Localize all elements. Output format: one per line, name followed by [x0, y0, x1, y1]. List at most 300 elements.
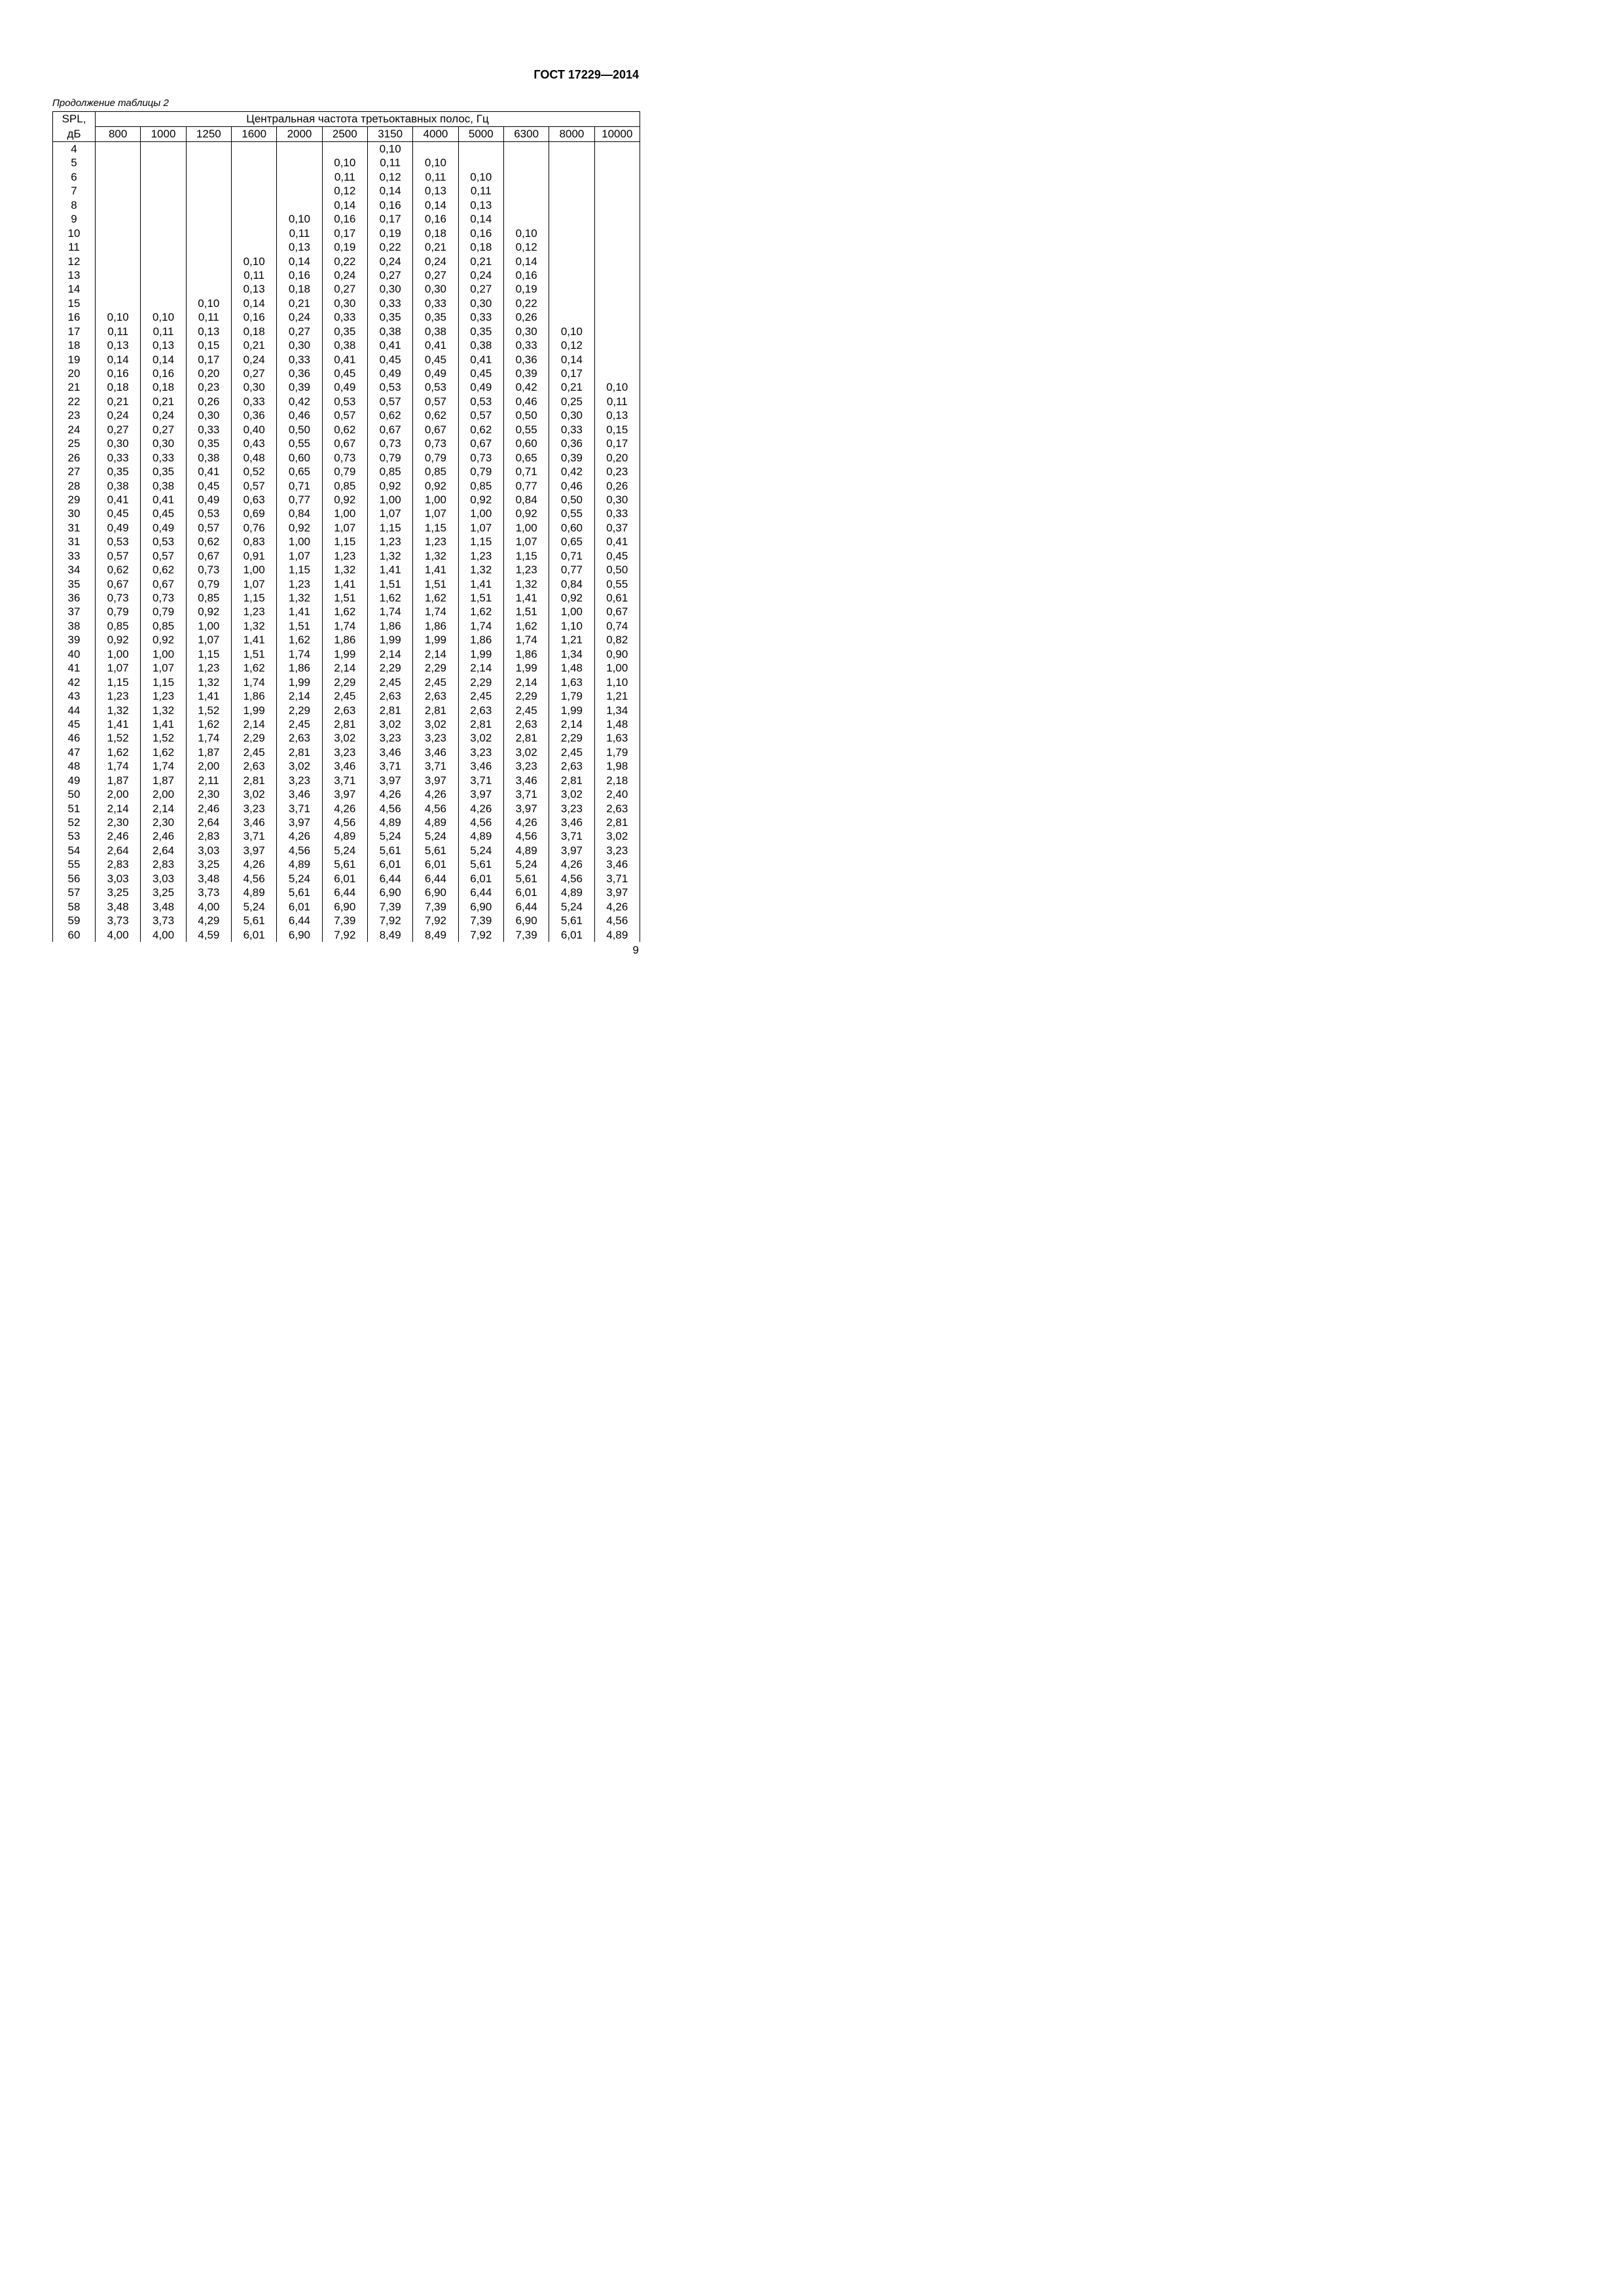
table-cell: 0,41	[322, 353, 367, 367]
table-cell: 0,85	[367, 465, 412, 478]
table-cell: 6,01	[549, 928, 594, 942]
table-cell: 2,64	[141, 844, 186, 857]
table-cell: 0,62	[141, 563, 186, 577]
spl-value: 15	[53, 296, 96, 310]
table-cell: 0,26	[186, 395, 231, 408]
table-cell: 2,64	[96, 844, 141, 857]
table-row	[53, 802, 640, 816]
table-cell: 2,18	[594, 774, 640, 787]
table-cell: 1,23	[367, 535, 412, 548]
table-cell: 4,26	[322, 802, 367, 816]
frequency-header: 6300	[503, 127, 549, 142]
table-cell: 0,57	[458, 408, 503, 422]
table-cell	[549, 156, 594, 170]
table-cell	[141, 240, 186, 254]
table-cell: 0,12	[322, 184, 367, 198]
spl-value: 16	[53, 310, 96, 324]
table-row	[53, 521, 640, 535]
spl-value: 40	[53, 647, 96, 661]
table-cell: 3,46	[413, 745, 458, 759]
table-cell: 1,10	[594, 675, 640, 689]
table-cell: 2,63	[594, 802, 640, 816]
table-cell	[594, 282, 640, 296]
table-cell: 3,03	[141, 872, 186, 886]
table-cell: 0,21	[96, 395, 141, 408]
table-cell: 0,73	[322, 451, 367, 465]
table-cell: 3,02	[322, 731, 367, 745]
table-cell: 0,45	[322, 367, 367, 380]
table-cell: 0,16	[458, 226, 503, 240]
table-cell: 0,18	[96, 380, 141, 394]
table-cell: 0,37	[594, 521, 640, 535]
table-cell: 0,16	[231, 310, 276, 324]
table-cell: 0,21	[458, 255, 503, 268]
spl-value: 12	[53, 255, 96, 268]
table-cell: 1,86	[458, 633, 503, 647]
table-cell: 6,44	[458, 886, 503, 899]
table-cell: 3,46	[367, 745, 412, 759]
table-cell	[96, 156, 141, 170]
spl-value: 60	[53, 928, 96, 942]
table-cell: 0,33	[549, 423, 594, 437]
spl-value: 57	[53, 886, 96, 899]
table-cell: 0,33	[96, 451, 141, 465]
table-cell: 1,07	[458, 521, 503, 535]
table-cell: 0,92	[549, 591, 594, 605]
table-cell	[594, 170, 640, 184]
table-cell: 0,62	[322, 423, 367, 437]
table-cell: 5,61	[231, 914, 276, 927]
table-cell: 0,77	[277, 493, 322, 507]
table-cell: 0,57	[322, 408, 367, 422]
table-cell: 2,45	[549, 745, 594, 759]
table-cell: 0,57	[96, 549, 141, 563]
table-cell: 0,50	[277, 423, 322, 437]
table-cell: 0,73	[96, 591, 141, 605]
table-cell	[549, 170, 594, 184]
table-cell: 0,41	[413, 338, 458, 352]
table-cell: 0,57	[367, 395, 412, 408]
spl-frequency-table	[52, 111, 640, 942]
table-cell: 3,48	[96, 900, 141, 914]
table-cell: 1,15	[186, 647, 231, 661]
table-cell: 6,44	[322, 886, 367, 899]
table-cell: 0,57	[186, 521, 231, 535]
table-cell: 1,86	[277, 661, 322, 675]
table-cell: 0,22	[503, 296, 549, 310]
table-cell: 0,57	[231, 479, 276, 493]
table-cell: 1,23	[186, 661, 231, 675]
table-cell: 6,44	[503, 900, 549, 914]
table-cell: 1,99	[231, 704, 276, 717]
table-cell: 2,00	[141, 787, 186, 801]
table-cell	[141, 296, 186, 310]
spl-value: 10	[53, 226, 96, 240]
table-cell: 0,84	[277, 507, 322, 520]
table-row	[53, 591, 640, 605]
table-cell: 4,26	[458, 802, 503, 816]
table-cell: 0,33	[322, 310, 367, 324]
table-cell: 0,38	[413, 325, 458, 338]
table-cell: 1,41	[277, 605, 322, 619]
table-row	[53, 619, 640, 633]
spl-value: 59	[53, 914, 96, 927]
spl-value: 21	[53, 380, 96, 394]
table-cell: 0,92	[413, 479, 458, 493]
table-cell: 2,45	[277, 717, 322, 731]
table-cell	[549, 268, 594, 282]
table-cell: 1,15	[96, 675, 141, 689]
table-cell: 3,71	[277, 802, 322, 816]
table-cell: 1,00	[549, 605, 594, 619]
table-cell: 0,42	[503, 380, 549, 394]
table-cell: 2,14	[549, 717, 594, 731]
table-cell: 1,62	[322, 605, 367, 619]
table-cell: 0,67	[96, 577, 141, 591]
table-cell: 0,46	[549, 479, 594, 493]
table-cell: 1,00	[503, 521, 549, 535]
table-cell: 0,14	[367, 184, 412, 198]
table-cell: 4,56	[549, 872, 594, 886]
table-cell	[141, 184, 186, 198]
spl-value: 22	[53, 395, 96, 408]
table-cell: 0,69	[231, 507, 276, 520]
table-cell: 1,00	[594, 661, 640, 675]
table-cell: 0,35	[141, 465, 186, 478]
table-cell: 0,27	[413, 268, 458, 282]
table-cell: 1,87	[96, 774, 141, 787]
table-cell	[141, 212, 186, 226]
table-cell: 0,85	[96, 619, 141, 633]
table-cell: 4,56	[277, 844, 322, 857]
table-cell	[231, 156, 276, 170]
table-cell: 0,79	[141, 605, 186, 619]
table-row	[53, 900, 640, 914]
table-row	[53, 675, 640, 689]
table-cell: 3,03	[96, 872, 141, 886]
table-cell: 3,71	[322, 774, 367, 787]
spl-value: 19	[53, 353, 96, 367]
table-cell	[549, 184, 594, 198]
table-cell: 0,36	[549, 437, 594, 450]
table-cell: 0,35	[367, 310, 412, 324]
table-cell: 0,79	[367, 451, 412, 465]
table-row	[53, 380, 640, 394]
table-cell: 6,01	[458, 872, 503, 886]
table-cell: 1,07	[96, 661, 141, 675]
table-cell: 0,21	[549, 380, 594, 394]
table-row	[53, 535, 640, 548]
table-row	[53, 661, 640, 675]
table-cell	[186, 240, 231, 254]
spl-value: 35	[53, 577, 96, 591]
table-cell	[549, 296, 594, 310]
table-cell: 0,45	[413, 353, 458, 367]
spl-value: 24	[53, 423, 96, 437]
spl-value: 18	[53, 338, 96, 352]
table-cell: 0,10	[96, 310, 141, 324]
table-cell: 1,62	[367, 591, 412, 605]
table-cell: 1,99	[503, 661, 549, 675]
table-cell: 3,23	[458, 745, 503, 759]
table-cell: 5,24	[413, 829, 458, 843]
table-cell: 4,00	[96, 928, 141, 942]
table-cell: 0,41	[141, 493, 186, 507]
table-cell: 3,02	[367, 717, 412, 731]
table-cell: 3,71	[413, 759, 458, 773]
spl-value: 31	[53, 521, 96, 535]
table-cell: 2,83	[186, 829, 231, 843]
table-cell: 0,30	[96, 437, 141, 450]
table-cell: 0,16	[503, 268, 549, 282]
table-cell: 1,15	[367, 521, 412, 535]
table-cell: 1,51	[367, 577, 412, 591]
table-cell: 2,63	[231, 759, 276, 773]
table-cell: 1,87	[141, 774, 186, 787]
table-row	[53, 872, 640, 886]
table-row	[53, 296, 640, 310]
table-cell	[186, 184, 231, 198]
table-cell: 0,14	[141, 353, 186, 367]
table-cell: 0,49	[367, 367, 412, 380]
table-cell	[277, 142, 322, 156]
table-cell	[186, 170, 231, 184]
table-cell: 4,00	[141, 928, 186, 942]
spl-value: 47	[53, 745, 96, 759]
table-cell: 0,18	[231, 325, 276, 338]
table-cell: 1,63	[594, 731, 640, 745]
table-cell: 0,76	[231, 521, 276, 535]
table-cell	[549, 240, 594, 254]
table-cell: 0,49	[322, 380, 367, 394]
table-cell: 1,21	[549, 633, 594, 647]
table-cell: 0,62	[96, 563, 141, 577]
table-cell: 7,92	[322, 928, 367, 942]
table-cell: 0,84	[503, 493, 549, 507]
table-cell: 2,14	[231, 717, 276, 731]
table-cell: 0,11	[186, 310, 231, 324]
table-row	[53, 829, 640, 843]
table-cell: 0,57	[141, 549, 186, 563]
table-cell: 0,35	[413, 310, 458, 324]
table-cell: 1,00	[322, 507, 367, 520]
spl-value: 7	[53, 184, 96, 198]
table-cell: 2,46	[186, 802, 231, 816]
table-row	[53, 142, 640, 156]
table-cell: 1,23	[277, 577, 322, 591]
table-cell: 0,60	[277, 451, 322, 465]
table-row	[53, 717, 640, 731]
table-cell: 1,34	[549, 647, 594, 661]
table-cell: 0,36	[231, 408, 276, 422]
table-cell: 1,99	[458, 647, 503, 661]
table-cell	[549, 282, 594, 296]
table-cell: 0,19	[503, 282, 549, 296]
table-cell: 0,36	[277, 367, 322, 380]
table-cell: 1,32	[458, 563, 503, 577]
table-cell: 2,83	[141, 857, 186, 871]
table-cell: 0,20	[186, 367, 231, 380]
table-row	[53, 886, 640, 899]
table-cell: 0,85	[141, 619, 186, 633]
spl-value: 14	[53, 282, 96, 296]
table-cell: 2,81	[413, 704, 458, 717]
table-cell: 0,13	[277, 240, 322, 254]
table-cell: 7,39	[322, 914, 367, 927]
frequency-header: 8000	[549, 127, 594, 142]
table-cell: 3,97	[322, 787, 367, 801]
table-cell: 0,41	[96, 493, 141, 507]
table-cell	[549, 226, 594, 240]
table-cell: 0,13	[231, 282, 276, 296]
table-row	[53, 633, 640, 647]
table-cell: 0,14	[322, 198, 367, 212]
table-row	[53, 408, 640, 422]
spl-label-top: SPL,	[53, 112, 96, 127]
table-cell: 1,32	[413, 549, 458, 563]
table-cell	[594, 268, 640, 282]
table-cell: 4,89	[367, 816, 412, 829]
table-cell	[96, 296, 141, 310]
table-cell: 7,39	[413, 900, 458, 914]
table-cell	[141, 198, 186, 212]
table-cell: 2,40	[594, 787, 640, 801]
table-cell: 0,14	[503, 255, 549, 268]
spl-value: 44	[53, 704, 96, 717]
table-row	[53, 395, 640, 408]
table-cell: 1,41	[322, 577, 367, 591]
table-cell: 0,49	[186, 493, 231, 507]
table-cell: 0,49	[141, 521, 186, 535]
table-cell: 2,45	[322, 689, 367, 703]
table-cell: 0,33	[594, 507, 640, 520]
table-cell	[549, 142, 594, 156]
header-row-frequencies	[53, 127, 640, 142]
table-cell: 0,11	[594, 395, 640, 408]
table-cell: 3,02	[549, 787, 594, 801]
table-row	[53, 507, 640, 520]
table-cell: 3,73	[186, 886, 231, 899]
table-cell: 1,62	[503, 619, 549, 633]
table-cell: 1,15	[413, 521, 458, 535]
table-cell	[96, 282, 141, 296]
table-row	[53, 338, 640, 352]
table-cell: 0,40	[231, 423, 276, 437]
table-cell: 3,46	[322, 759, 367, 773]
table-cell: 0,11	[141, 325, 186, 338]
table-row	[53, 184, 640, 198]
table-cell: 3,25	[141, 886, 186, 899]
table-cell: 0,11	[458, 184, 503, 198]
table-cell: 3,97	[231, 844, 276, 857]
table-cell: 7,92	[413, 914, 458, 927]
table-cell: 1,00	[277, 535, 322, 548]
table-cell	[186, 198, 231, 212]
table-cell: 1,15	[458, 535, 503, 548]
table-cell: 2,14	[503, 675, 549, 689]
table-cell: 0,19	[367, 226, 412, 240]
table-cell: 1,32	[367, 549, 412, 563]
table-cell	[458, 156, 503, 170]
table-cell: 4,26	[367, 787, 412, 801]
table-cell: 1,21	[594, 689, 640, 703]
table-cell: 0,24	[277, 310, 322, 324]
table-cell: 3,02	[503, 745, 549, 759]
table-cell: 1,99	[277, 675, 322, 689]
table-cell: 0,33	[186, 423, 231, 437]
table-cell: 7,39	[367, 900, 412, 914]
table-cell: 1,63	[549, 675, 594, 689]
table-cell: 1,07	[277, 549, 322, 563]
table-cell: 2,81	[322, 717, 367, 731]
table-cell: 0,16	[96, 367, 141, 380]
table-cell: 2,14	[141, 802, 186, 816]
table-cell: 0,17	[594, 437, 640, 450]
spl-value: 4	[53, 142, 96, 156]
table-cell: 0,77	[503, 479, 549, 493]
table-cell: 2,63	[322, 704, 367, 717]
table-cell: 0,36	[503, 353, 549, 367]
table-cell: 0,92	[186, 605, 231, 619]
table-cell	[96, 255, 141, 268]
table-cell: 0,15	[594, 423, 640, 437]
spl-value: 53	[53, 829, 96, 843]
table-cell: 2,14	[96, 802, 141, 816]
table-cell: 1,74	[367, 605, 412, 619]
table-cell: 0,10	[186, 296, 231, 310]
table-cell: 0,38	[96, 479, 141, 493]
table-cell: 7,92	[367, 914, 412, 927]
table-cell: 0,39	[277, 380, 322, 394]
table-cell: 0,57	[413, 395, 458, 408]
table-row	[53, 549, 640, 563]
table-cell: 0,10	[231, 255, 276, 268]
table-cell: 5,61	[277, 886, 322, 899]
table-cell	[96, 240, 141, 254]
table-cell: 6,44	[277, 914, 322, 927]
table-body	[53, 142, 640, 942]
table-cell: 4,89	[231, 886, 276, 899]
table-cell: 1,86	[322, 633, 367, 647]
table-cell: 2,81	[367, 704, 412, 717]
table-cell: 0,24	[96, 408, 141, 422]
table-row	[53, 282, 640, 296]
spl-value: 17	[53, 325, 96, 338]
table-cell: 1,41	[186, 689, 231, 703]
table-cell: 4,29	[186, 914, 231, 927]
table-cell: 0,73	[367, 437, 412, 450]
table-cell: 2,46	[141, 829, 186, 843]
table-cell: 1,07	[367, 507, 412, 520]
frequency-header: 2500	[322, 127, 367, 142]
table-cell: 3,97	[413, 774, 458, 787]
table-cell: 1,51	[322, 591, 367, 605]
table-cell: 0,55	[503, 423, 549, 437]
table-row	[53, 367, 640, 380]
table-cell: 1,99	[367, 633, 412, 647]
table-cell: 0,33	[458, 310, 503, 324]
table-cell: 0,67	[141, 577, 186, 591]
table-cell: 5,61	[322, 857, 367, 871]
table-row	[53, 268, 640, 282]
table-cell: 0,73	[413, 437, 458, 450]
table-cell: 5,24	[549, 900, 594, 914]
table-cell: 1,51	[503, 605, 549, 619]
table-cell: 2,29	[322, 675, 367, 689]
table-cell: 0,12	[503, 240, 549, 254]
table-cell: 1,07	[322, 521, 367, 535]
table-cell: 0,49	[458, 380, 503, 394]
